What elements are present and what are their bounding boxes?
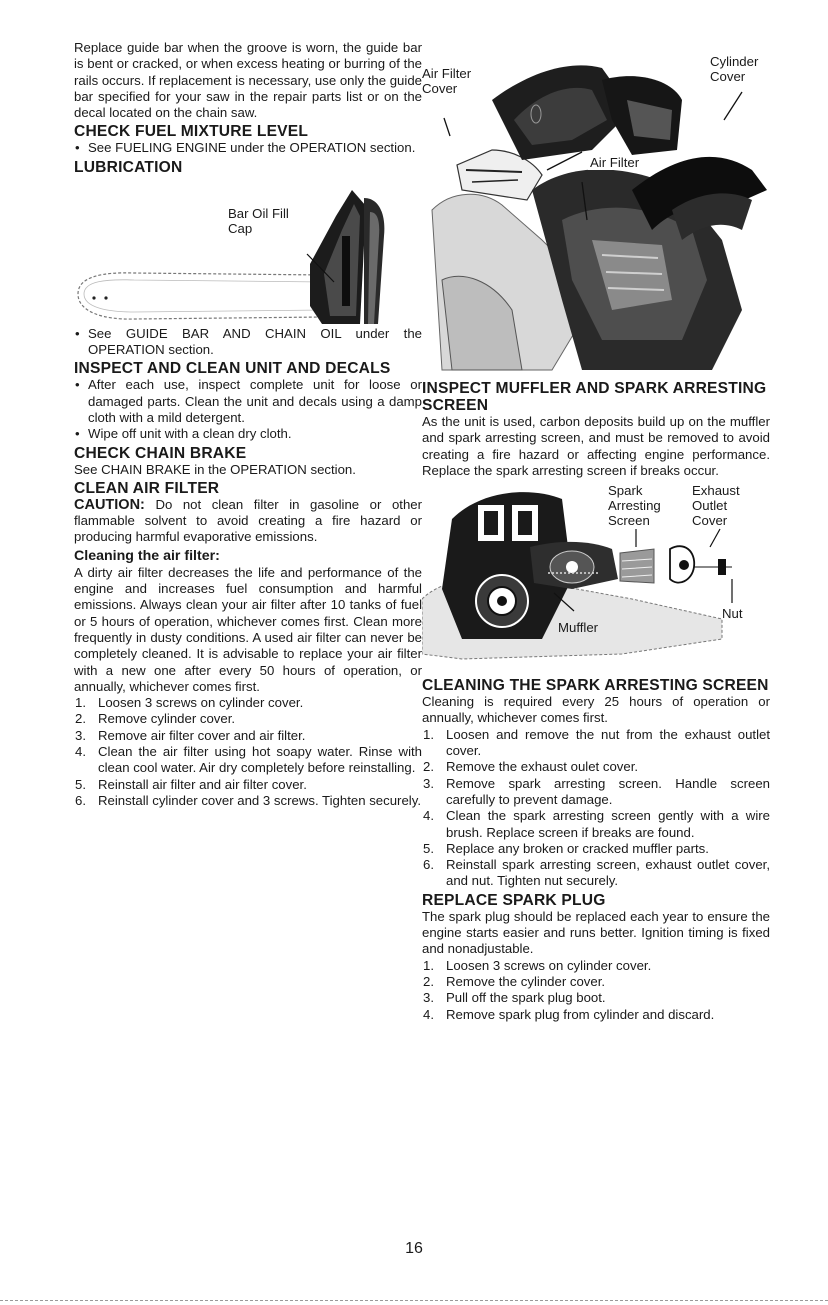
step-text: Pull off the spark plug boot. [446,990,606,1006]
fuel-mixture-heading: CHECK FUEL MIXTURE LEVEL [74,123,309,141]
step-number: 6. [423,857,434,873]
exhaust-outlet-cover-label: Exhaust Outlet Cover [692,483,740,529]
air-filter-figure [422,40,770,376]
step-text: Remove cylinder cover. [98,711,236,727]
caution-text: Do not clean filter in gasoline or other flammable solvent to avoid creating a fire hazard or producing harmful evaporative emissions. [74,496,422,545]
list-item [74,711,422,727]
bar-oil-fill-cap-label: Bar Oil Fill Cap [228,205,289,236]
muffler-label: Muffler [558,620,599,636]
lubrication-bullets [74,326,422,359]
step-number: 4. [423,1006,434,1022]
inspect-bullet: • Wipe off unit with a clean dry cloth. [74,426,422,442]
list-item [422,958,770,974]
step-number: 3. [75,727,86,743]
step-text: Clean the spark arresting screen gently with a wire brush. Replace screen if breaks are found. [446,808,770,840]
list-item [422,776,770,809]
cleaning-air-filter-text: A dirty air filter decreases the life and performance of the engine and increases fuel consumption and harmful emissions. Always clean your air filter after 10 tanks of fuel or 5 hours of operation, whichever comes first. Clean more frequently in dusty conditions. A used air filter can never be completely cleaned. It is advisable to replace your air filter with a new one after every 50 hours of operation, or annually, whichever comes first. [74,564,422,694]
step-number: 1. [75,695,86,711]
chain-brake-text: See CHAIN BRAKE in the OPERATION section. [74,461,356,477]
muffler-text: As the unit is used, carbon deposits build up on the muffler and spark arresting screen, and must be removed to avoid creating a fire hazard or affecting engine performance. Replace the spark arresting screen if breaks occur. [422,414,770,478]
list-item [422,1007,770,1023]
inspect-bullets [74,377,422,442]
lubrication-heading: LUBRICATION [74,158,183,176]
step-number: 4. [423,808,434,824]
caution-paragraph [74,497,422,546]
list-item [422,990,770,1006]
cleaning-screen-text: Cleaning is required every 25 hours of operation or annually, whichever comes first. [422,694,770,726]
list-item [74,695,422,711]
list-item [74,777,422,793]
inspect-bullet: • After each use, inspect complete unit for loose or damaged parts. Clean the unit and decals using a damp cloth with a mild detergent. [74,377,422,426]
cleaning-screen-steps [422,727,770,890]
spark-plug-steps [422,958,770,1023]
step-number: 2. [75,711,86,727]
step-number: 1. [423,957,434,973]
step-number: 2. [423,973,434,989]
nut-label: Nut [722,606,743,622]
lubrication-bullet: • See GUIDE BAR AND CHAIN OIL under the OPERATION section. [74,326,422,359]
spark-arresting-screen-label: Spark Arresting Screen [608,483,661,529]
chain-brake-heading: CHECK CHAIN BRAKE [74,444,247,462]
list-item [74,793,422,809]
step-number: 2. [423,759,434,775]
list-item [422,759,770,775]
step-text: Replace any broken or cracked muffler parts. [446,840,709,856]
cleaning-screen-heading: CLEANING THE SPARK ARRESTING SCREEN [422,677,769,695]
step-text: Reinstall cylinder cover and 3 screws. Tighten securely. [98,792,421,808]
step-text: Clean the air filter using hot soapy water. Rinse with clean cool water. Air dry completely before reinstalling. [98,744,422,776]
step-text: Reinstall air filter and air filter cover. [98,776,307,792]
air-filter-label: Air Filter [590,155,640,170]
list-item [422,727,770,760]
left-column [74,40,422,809]
fuel-bullets [74,140,422,156]
step-number: 3. [423,775,434,791]
list-item [422,857,770,890]
guide-bar-intro: Replace guide bar when the groove is worn, the guide bar is bent or cracked, or when excess heating or burring of the rails occurs. If replacement is necessary, use only the guide bar specified for your saw in the repair parts list or on the decal located on the chain saw. [74,40,422,121]
inspect-unit-heading: INSPECT AND CLEAN UNIT AND DECALS [74,360,391,378]
step-text: Reinstall spark arresting screen, exhaust outlet cover, and nut. Tighten nut securely. [446,857,770,889]
right-column [422,40,770,1023]
list-item [74,744,422,777]
air-filter-cover-label: Air Filter Cover [422,66,472,96]
cylinder-cover-label: Cylinder Cover [710,54,759,84]
page-number: 16 [405,1240,423,1257]
cleaning-air-filter-subheading: Cleaning the air filter: [74,547,220,564]
air-filter-heading: CLEAN AIR FILTER [74,479,220,497]
step-number: 5. [75,776,86,792]
step-number: 6. [75,792,86,808]
list-item [422,841,770,857]
spark-plug-text: The spark plug should be replaced each year to ensure the engine starts easier and runs better. Ignition timing is fixed and nonadjustable. [422,908,770,957]
muffler-heading: INSPECT MUFFLER AND SPARK ARRESTING SCREEN [422,380,767,414]
step-text: Remove the exhaust oulet cover. [446,759,639,775]
list-item [422,974,770,990]
caution-label: CAUTION: [74,496,145,513]
air-filter-steps [74,695,422,809]
list-item [74,728,422,744]
step-number: 4. [75,744,86,760]
step-text: Remove the cylinder cover. [446,973,606,989]
step-text: Remove spark plug from cylinder and discard. [446,1006,715,1022]
step-number: 1. [423,726,434,742]
step-text: Loosen 3 screws on cylinder cover. [446,957,652,973]
step-number: 5. [423,840,434,856]
step-text: Remove spark arresting screen. Handle screen carefully to prevent damage. [446,775,770,807]
step-text: Remove air filter cover and air filter. [98,727,306,743]
guide-bar-illustration [74,176,422,326]
step-text: Loosen 3 screws on cylinder cover. [98,695,304,711]
bottom-divider [0,1300,828,1301]
muffler-figure [422,479,770,673]
spark-plug-heading: REPLACE SPARK PLUG [422,891,606,909]
fuel-bullet: • See FUELING ENGINE under the OPERATION section. [74,140,422,156]
step-number: 3. [423,990,434,1006]
list-item [422,808,770,841]
lubrication-figure [74,176,422,326]
step-text: Loosen and remove the nut from the exhaust outlet cover. [446,726,770,759]
